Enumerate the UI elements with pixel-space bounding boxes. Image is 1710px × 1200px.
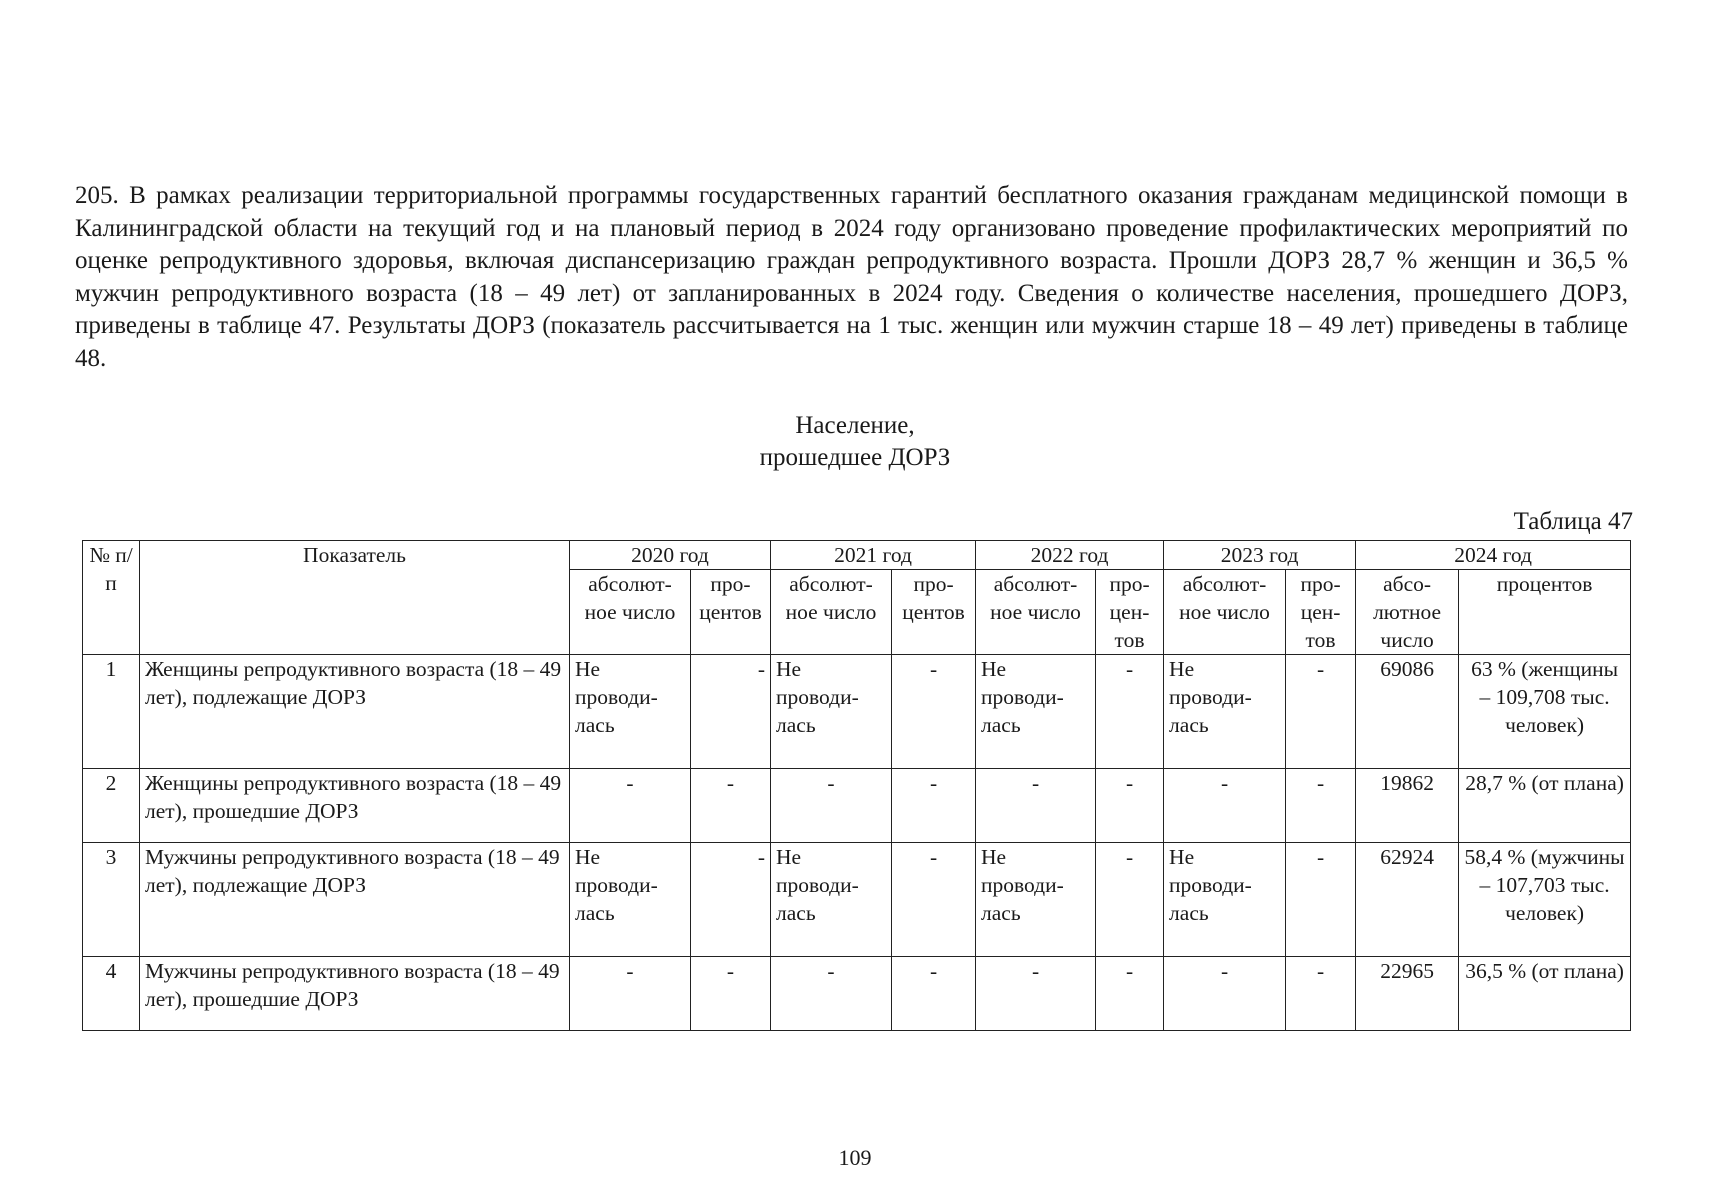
header-num: № п/п: [83, 541, 140, 655]
header-year-2023: 2023 год: [1164, 541, 1356, 570]
cell-2021-abs: -: [771, 957, 892, 1031]
header-indicator: Показатель: [140, 541, 570, 655]
cell-2022-pct: -: [1096, 957, 1164, 1031]
cell-2023-abs: Не проводи-лась: [1164, 843, 1286, 957]
cell-2022-abs: Не проводи-лась: [976, 843, 1096, 957]
header-pct-2021: про-центов: [892, 570, 976, 655]
cell-2024-pct: 63 % (женщины – 109,708 тыс. человек): [1459, 655, 1631, 769]
row-indicator: Мужчины репродуктивного возраста (18 – 49 лет), подлежащие ДОРЗ: [140, 843, 570, 957]
cell-2021-abs: Не проводи-лась: [771, 843, 892, 957]
cell-2022-pct: -: [1096, 843, 1164, 957]
cell-2024-abs: 19862: [1356, 769, 1459, 843]
cell-2020-pct: -: [691, 843, 771, 957]
cell-2022-abs: -: [976, 769, 1096, 843]
cell-2023-pct: -: [1286, 769, 1356, 843]
header-abs-2023: абсолют-ное число: [1164, 570, 1286, 655]
table-row: [83, 655, 1631, 769]
cell-2021-pct: -: [892, 843, 976, 957]
cell-2023-pct: -: [1286, 957, 1356, 1031]
row-indicator: Женщины репродуктивного возраста (18 – 49 лет), подлежащие ДОРЗ: [140, 655, 570, 769]
cell-2021-abs: -: [771, 769, 892, 843]
header-pct-2022: про-цен-тов: [1096, 570, 1164, 655]
cell-2021-pct: -: [892, 957, 976, 1031]
cell-2023-abs: -: [1164, 769, 1286, 843]
header-pct-2020: про-центов: [691, 570, 771, 655]
cell-2020-pct: -: [691, 769, 771, 843]
header-abs-2024: абсо-лютное число: [1356, 570, 1459, 655]
row-number: 3: [83, 843, 140, 957]
table-row: [83, 957, 1631, 1031]
cell-2020-pct: -: [691, 957, 771, 1031]
cell-2022-pct: -: [1096, 655, 1164, 769]
table-row: [83, 769, 1631, 843]
cell-2020-abs: -: [570, 769, 691, 843]
header-year-2022: 2022 год: [976, 541, 1164, 570]
header-row-years: [83, 541, 1631, 570]
intro-paragraph: 205. В рамках реализации территориальной программы государственных гарантий бесплатного оказания гражданам медицинской помощи в Калининградской области на текущий год и на плановый период в 2024 году организовано проведение профилактических мероприятий по оценке репродуктивного здоровья, включая диспансеризацию граждан репродуктивного возраста. Прошли ДОРЗ 28,7 % женщин и 36,5 % мужчин репродуктивного возраста (18 – 49 лет) от запланированных в 2024 году. Сведения о количестве населения, прошедшего ДОРЗ, приведены в таблице 47. Результаты ДОРЗ (показатель рассчитывается на 1 тыс. женщин или мужчин старше 18 – 49 лет) приведены в таблице 48.: [75, 182, 1628, 372]
population-table: [82, 540, 1631, 1031]
header-year-2024: 2024 год: [1356, 541, 1631, 570]
cell-2024-pct: 28,7 % (от плана): [1459, 769, 1631, 843]
row-number: 4: [83, 957, 140, 1031]
cell-2023-abs: -: [1164, 957, 1286, 1031]
header-abs-2022: абсолют-ное число: [976, 570, 1096, 655]
header-pct-2023: про-цен-тов: [1286, 570, 1356, 655]
table-number-label: Таблица 47: [1513, 508, 1633, 535]
cell-2021-abs: Не проводи-лась: [771, 655, 892, 769]
cell-2023-abs: Не проводи-лась: [1164, 655, 1286, 769]
header-pct-2024: процентов: [1459, 570, 1631, 655]
cell-2020-abs: Не проводи-лась: [570, 655, 691, 769]
cell-2023-pct: -: [1286, 843, 1356, 957]
cell-2022-abs: -: [976, 957, 1096, 1031]
table-caption-line-2: прошедшее ДОРЗ: [759, 444, 951, 471]
page-number: 109: [838, 1145, 872, 1170]
cell-2024-pct: 36,5 % (от плана): [1459, 957, 1631, 1031]
cell-2020-abs: -: [570, 957, 691, 1031]
header-year-2020: 2020 год: [570, 541, 771, 570]
cell-2024-abs: 62924: [1356, 843, 1459, 957]
cell-2021-pct: -: [892, 769, 976, 843]
header-abs-2021: абсолют-ное число: [771, 570, 892, 655]
cell-2020-pct: -: [691, 655, 771, 769]
row-number: 1: [83, 655, 140, 769]
row-indicator: Женщины репродуктивного возраста (18 – 49 лет), прошедшие ДОРЗ: [140, 769, 570, 843]
cell-2023-pct: -: [1286, 655, 1356, 769]
cell-2021-pct: -: [892, 655, 976, 769]
cell-2024-pct: 58,4 % (мужчины – 107,703 тыс. человек): [1459, 843, 1631, 957]
row-number: 2: [83, 769, 140, 843]
header-year-2021: 2021 год: [771, 541, 976, 570]
cell-2020-abs: Не проводи-лась: [570, 843, 691, 957]
header-abs-2020: абсолют-ное число: [570, 570, 691, 655]
cell-2022-abs: Не проводи-лась: [976, 655, 1096, 769]
cell-2024-abs: 69086: [1356, 655, 1459, 769]
table-row: [83, 843, 1631, 957]
table-caption-line-1: Население,: [795, 412, 915, 439]
row-indicator: Мужчины репродуктивного возраста (18 – 49 лет), прошедшие ДОРЗ: [140, 957, 570, 1031]
cell-2022-pct: -: [1096, 769, 1164, 843]
cell-2024-abs: 22965: [1356, 957, 1459, 1031]
